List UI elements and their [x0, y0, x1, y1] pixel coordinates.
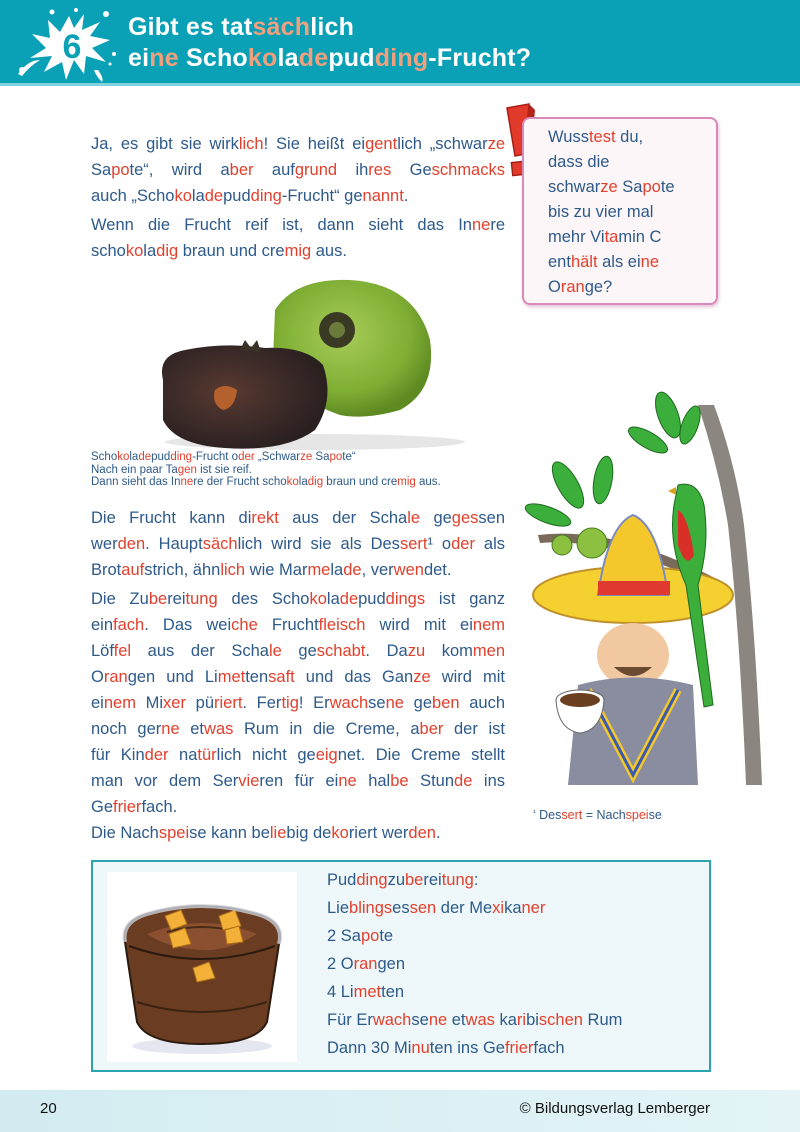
text-line: Brotaufstrich, ähnlich wie Marmelade, verwendet. [91, 561, 452, 579]
recipe-ingredient-list [327, 866, 622, 1062]
body-paragraph-1 [91, 505, 505, 583]
info-line: schwarze Sapote [548, 178, 675, 196]
page-title [128, 12, 531, 74]
footnote-marker: ¹ [533, 808, 536, 817]
text-line: Sapote“, wird aber aufgrund ihres Geschmacks [91, 161, 505, 179]
recipe-item: Für Erwachsene etwas karibischen Rum [327, 1011, 623, 1029]
footnote [533, 806, 662, 822]
recipe-item: 2 Sapote [327, 927, 394, 945]
boy-with-parrot-illustration [518, 385, 800, 795]
recipe-box [91, 860, 711, 1072]
caption-line: Nach ein paar Tagen ist sie reif. [91, 463, 252, 476]
text-line: werden. Hauptsächlich wird sie als Dessert¹ oder als [91, 535, 506, 553]
did-you-know-text [548, 125, 675, 300]
text-line: Die Zubereitung des Schokoladepuddings ist ganz [91, 590, 505, 608]
info-line: dass die [548, 153, 610, 171]
text-line: Gefrierfach. [91, 798, 178, 816]
black-sapote-photo [145, 270, 465, 450]
caption-line: Dann sieht das Innere der Frucht schokoladig braun und cremig aus. [91, 476, 441, 488]
text-line: auch „Schokoladepudding-Frucht“ genannt. [91, 187, 409, 205]
svg-text:6: 6 [62, 28, 82, 66]
copyright-notice: © Bildungsverlag Lemberger [519, 1100, 710, 1117]
title-line: eine Schokoladepudding-Frucht? [128, 44, 532, 72]
text-line: Wenn die Frucht reif ist, dann sieht das Innere [91, 216, 505, 234]
recipe-heading: Puddingzubereitung: [327, 871, 479, 889]
pudding-cup-illustration [107, 872, 297, 1062]
text-line: Die Nachspeise kann beliebig dekoriert werden. [91, 824, 441, 842]
chapter-header [0, 0, 800, 86]
caption-line: Schokoladepudding-Frucht oder „Schwarze Sapote“ [91, 451, 356, 463]
intro-paragraph-1 [91, 131, 505, 209]
text-line: Löffel aus der Schale geschabt. Dazu kommen [91, 642, 506, 660]
page-number: 20 [40, 1100, 57, 1117]
text-line: Orangen und Limettensaft und das Ganze wird mit [91, 668, 505, 686]
text-line: noch gerne etwas Rum in die Creme, aber der ist [91, 720, 505, 738]
body-paragraph-2 [91, 586, 505, 846]
title-line: Gibt es tatsächlich [128, 13, 355, 41]
info-line: Wusstest du, [548, 128, 644, 146]
did-you-know-box [522, 117, 718, 305]
paint-splash-icon [14, 4, 124, 84]
info-line: bis zu vier mal [548, 203, 654, 221]
footnote-text: Dessert = Nachspeise [535, 808, 662, 822]
photo-caption [91, 451, 441, 489]
info-line: mehr Vitamin C [548, 228, 662, 246]
recipe-item: Dann 30 Minuten ins Gefrierfach [327, 1039, 565, 1057]
text-line: einfach. Das weiche Fruchtfleisch wird mit einem [91, 616, 505, 634]
text-line: man vor dem Servieren für eine halbe Stunde ins [91, 772, 505, 790]
page-footer [0, 1090, 800, 1132]
recipe-item: 2 Orangen [327, 955, 405, 973]
recipe-item: Lieblingsessen der Mexikaner [327, 899, 546, 917]
text-line: für Kinder natürlich nicht geeignet. Die Creme stellt [91, 746, 506, 764]
info-line: enthält als eine [548, 253, 660, 271]
text-line: einem Mixer püriert. Fertig! Erwachsene geben auch [91, 694, 506, 712]
text-line: Ja, es gibt sie wirklich! Sie heißt eigentlich „schwarze [91, 135, 505, 153]
text-line: schokoladig braun und cremig aus. [91, 242, 347, 260]
intro-paragraph-2 [91, 212, 505, 264]
recipe-item: 4 Limetten [327, 983, 405, 1001]
info-line: Orange? [548, 278, 613, 296]
text-line: Die Frucht kann direkt aus der Schale gegessen [91, 509, 506, 527]
